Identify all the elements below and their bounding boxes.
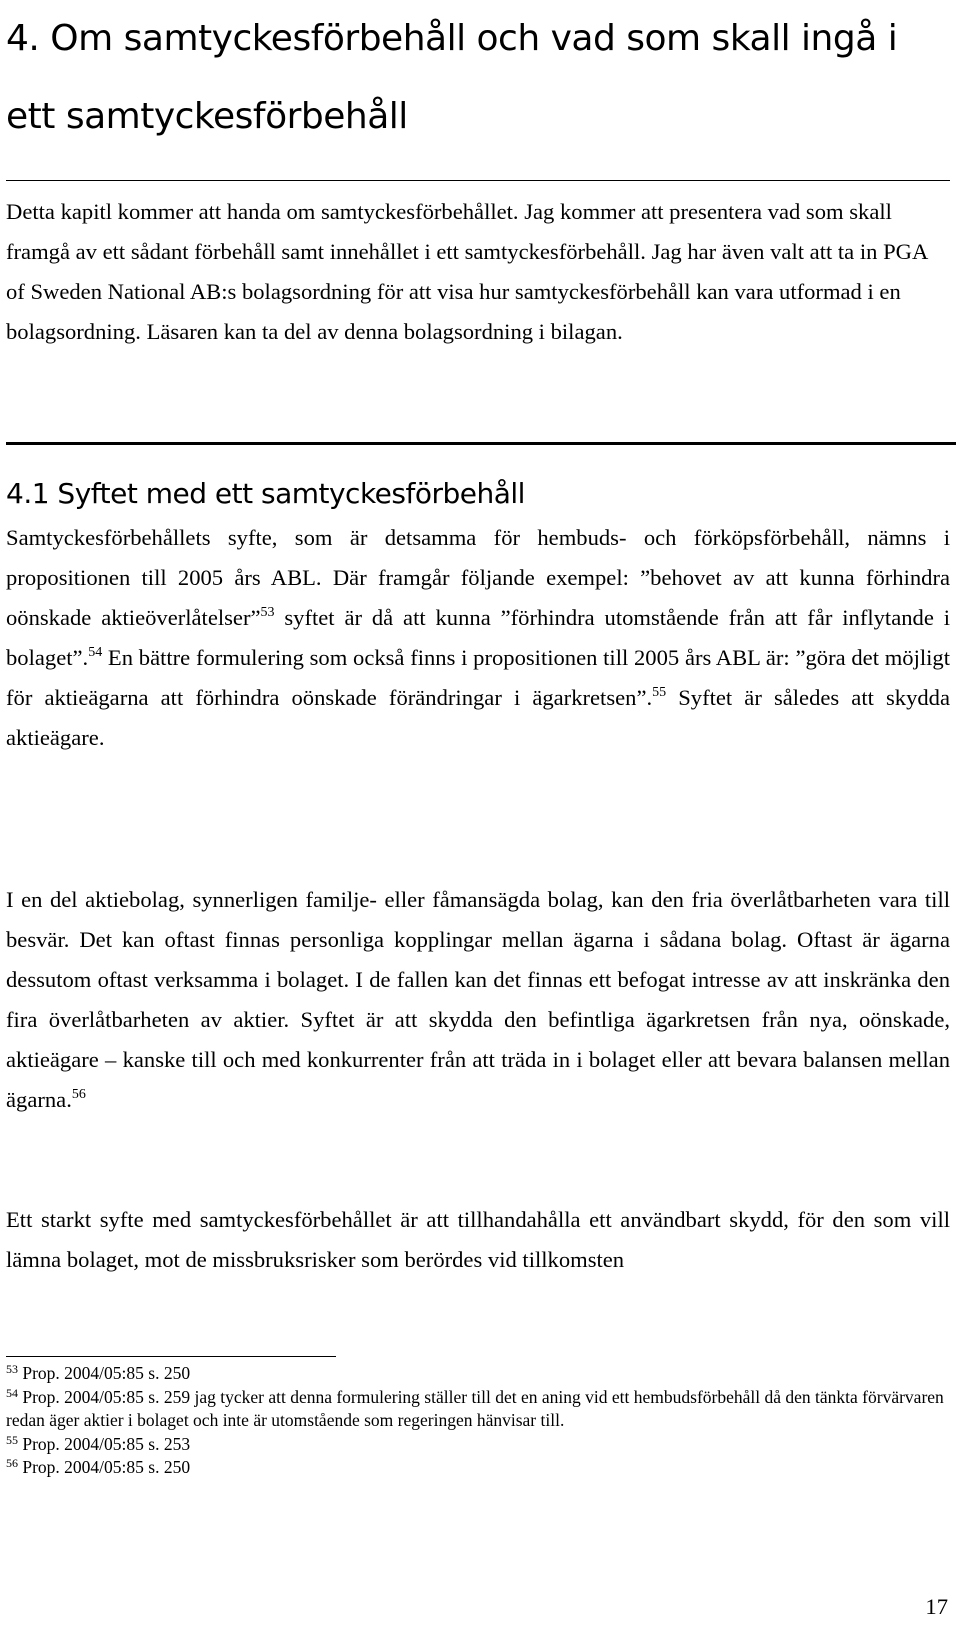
footnote-text: Prop. 2004/05:85 s. 253 (18, 1433, 191, 1454)
p1-text-4: Syftet är således att skydda aktieägare. (6, 685, 950, 750)
footnote-ref-53[interactable]: 53 (260, 605, 275, 620)
footnote-54 (6, 1386, 950, 1433)
footnote-53 (6, 1362, 950, 1386)
section-divider (6, 442, 956, 445)
footnote-number: 53 (6, 1362, 18, 1376)
intro-sentence-1: Detta kapitl kommer att handa om samtyckesförbehållet. Jag kommer att presentera vad som skall framgå av ett sådant förbehåll samt innehållet i ett samtyckesförbehåll. (6, 199, 892, 264)
p3-text-1: Ett starkt syfte med samtyckesförbehållet är att tillhandahålla ett användbart skydd, för den som vill lämna bolaget, mot de missbruksrisker som berördes vid tillkomsten (6, 1207, 950, 1272)
footnote-text: Prop. 2004/05:85 s. 259 jag tycker att denna formulering ställer till det en aning vid ett hembudsförbehåll då den tänkta förvärvaren redan äger aktier i bolaget och inte är utomstående som regeringen hänvisar till. (6, 1386, 944, 1430)
section-heading: 4.1 Syftet med ett samtyckesförbehåll (6, 477, 525, 510)
footnotes (6, 1362, 950, 1480)
footnote-ref-54[interactable]: 54 (88, 645, 103, 660)
paragraph-family-companies (6, 880, 950, 1120)
paragraph-strong-purpose (6, 1200, 950, 1280)
footnote-number: 56 (6, 1456, 18, 1470)
paragraph-purpose (6, 518, 950, 758)
footnote-number: 55 (6, 1432, 18, 1447)
title-underline (6, 180, 950, 181)
p1-text-3: En bättre formulering som också finns i propositionen till 2005 års ABL är: ”göra det möjligt för aktieägarna att förhindra oönskade förändringar i ägarkretsen”. (6, 645, 950, 710)
footnote-ref-56[interactable]: 56 (71, 1087, 86, 1102)
footnote-56 (6, 1456, 950, 1480)
chapter-title: 4. Om samtyckesförbehåll och vad som skall ingå i ett samtyckesförbehåll (6, 18, 898, 137)
footnote-number: 54 (6, 1385, 18, 1400)
intro-sentence-2: Jag har även valt att ta in PGA of Sweden National AB:s bolagsordning för att visa hur samtyckesförbehåll kan vara utformad i en bolagsordning. Läsaren kan ta del av denna bolagsordning i bilagan. (6, 239, 928, 344)
p1-text-2: syftet är då att kunna ”förhindra utomstående från att får inflytande i bolaget”. (6, 605, 950, 670)
p2-text-1: I en del aktiebolag, synnerligen familje- eller fåmansägda bolag, kan den fria överlåtbarheten vara till besvär. Det kan oftast finnas personliga kopplingar mellan ägarna i sådana bolag. Oftast är ägarna dessutom oftast verksamma i bolaget. I de fallen kan det finnas ett befogat intresse av att inskränka den fira överlåtbarheten av aktier. Syftet är att skydda den befintliga ägarkretsen från nya, oönskade, aktieägare – kanske till och med konkurrenter från att träda in i bolaget eller att bevara balansen mellan ägarna. (6, 887, 950, 1112)
p1-text-1: Samtyckesförbehållets syfte, som är detsamma för hembuds- och förköpsförbehåll, nämns i propositionen till 2005 års ABL. Där framgår följande exempel: ”behovet av att kunna förhindra oönskade aktieöverlåtelser” (6, 525, 950, 630)
footnote-separator (6, 1356, 336, 1357)
page-number: 17 (925, 1594, 948, 1619)
footnote-55 (6, 1433, 950, 1457)
footnote-text: Prop. 2004/05:85 s. 250 (18, 1457, 191, 1477)
footnote-text: Prop. 2004/05:85 s. 250 (18, 1363, 191, 1383)
footnote-ref-55[interactable]: 55 (652, 685, 667, 700)
intro-paragraph (6, 192, 950, 352)
